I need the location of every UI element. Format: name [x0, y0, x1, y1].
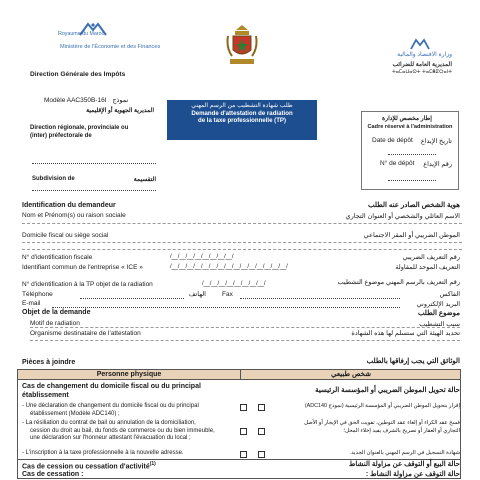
- subdivision-label-fr: Subdivision de: [32, 176, 75, 182]
- royal-emblem-icon: [226, 24, 258, 66]
- email-label-fr: E-mail: [22, 300, 41, 307]
- organisme-input[interactable]: [30, 340, 460, 341]
- tel-label-fr: Téléphone: [22, 291, 53, 298]
- item3-ar-checkbox[interactable]: [258, 451, 265, 458]
- domicile-label-fr: Domicile fiscal ou siège social: [22, 232, 109, 239]
- item2-ar-line1: فسخ عقد الكراء أو إلغاء عقد التوطين، تفويت الحق في الإيجار أو الأصل: [304, 420, 460, 426]
- if-input[interactable]: /__/__/__/__/__/__/__/__/: [170, 254, 234, 260]
- item1-fr: [22, 403, 230, 418]
- motif-label-ar: سبب التشطيب: [419, 321, 460, 328]
- royaume-label: Royaume du Maroc: [58, 31, 105, 37]
- domicile-input-line2[interactable]: [22, 249, 462, 250]
- item2-fr-line2: cession du droit au bail, du fonds de commerce ou du bien immeuble,: [30, 427, 215, 434]
- ministry-mark-ar-icon: [410, 38, 430, 50]
- ice-input[interactable]: /__/__/__/__/__/__/__/__/__/__/__/__/__/__/__/: [170, 264, 288, 270]
- ministry-name-ar: وزارة الاقتصاد والمالية: [397, 52, 452, 58]
- organisme-label-fr: Organisme destinataire de l'attestation: [30, 330, 141, 337]
- name-label-fr: Nom et Prénom(s) ou raison sociale: [22, 212, 126, 219]
- pieces-heading-fr: Pièces à joindre: [22, 359, 76, 366]
- case2-heading-fr: Cas de cession ou cessation d'activité$^{(1)}$: [22, 461, 156, 471]
- motif-label-fr: Motif de radiation: [30, 320, 80, 327]
- model-code: [44, 96, 128, 104]
- item1-fr-line2: établissement (Modèle ADC140) ;: [30, 410, 120, 417]
- tp-label-ar: رقم التعريف بالرسم المهني موضوع التشطيب: [337, 279, 460, 286]
- name-input[interactable]: [22, 223, 462, 224]
- form-title-ar: طلب شهادة التشطيب من الرسم المهني: [191, 102, 293, 109]
- direction-fr-line2: (inter) préfectorale de: [30, 133, 92, 139]
- objet-heading-ar: موضوع الطلب: [417, 310, 460, 317]
- col-personne-physique-ar: شخص طبيعي: [240, 370, 461, 379]
- case2-heading-ar: حالة البيع أو التوقف عن مزاولة النشاط: [348, 461, 460, 468]
- domicile-input[interactable]: [22, 242, 462, 243]
- subdivision-label-ar: التقسيمة: [133, 177, 156, 183]
- direction-input[interactable]: [32, 163, 156, 164]
- col-personne-physique: Personne physique: [96, 371, 162, 378]
- dgi-name-fr: Direction Générale des Impôts: [30, 71, 126, 78]
- item2-fr: [22, 420, 236, 443]
- ice-label-fr: Identifiant commun de l'entreprise « ICE »: [22, 264, 143, 271]
- fax-label-fr: Fax: [222, 291, 233, 298]
- model-code-ar: نموذج: [112, 97, 129, 104]
- admin-box: [361, 111, 459, 190]
- case1-heading-fr: [22, 382, 250, 400]
- if-label-fr: N° d'identification fiscale: [22, 254, 93, 261]
- tp-label-fr: N° d'identification à la TP objet de la radiation: [22, 281, 153, 288]
- form-title-fr-line2: de la taxe professionnelle (TP): [197, 117, 287, 125]
- deposit-number-label-ar: رقم الإيداع: [423, 161, 452, 168]
- case3-heading-fr: Cas de cessation :: [22, 471, 84, 478]
- admin-title-ar: إطار مخصص للإدارة: [382, 116, 432, 122]
- pieces-table-header: [17, 369, 461, 380]
- ice-label-ar: التعريف الموحد للمقاولة: [395, 264, 460, 271]
- item3-fr: - L'inscription à la taxe professionnelle à la nouvelle adresse.: [22, 450, 184, 456]
- item1-ar: إقرار بتحويل الموطن الضريبي أو المؤسسة الرئيسية (نموذج ADC140): [304, 403, 460, 409]
- item1-ar-checkbox[interactable]: [258, 404, 265, 411]
- ministry-name-fr: Ministère de l'Économie et des Finances: [60, 44, 161, 50]
- if-label-ar: رقم التعريف الضريبي: [402, 254, 460, 261]
- admin-title-fr: Cadre réservé à l'administration: [367, 124, 453, 130]
- item2-fr-line1: - La résiliation du contrat de bail ou annulation de la domiciliation,: [22, 420, 196, 426]
- deposit-date-input[interactable]: [388, 154, 436, 155]
- subdivision-input[interactable]: [32, 190, 156, 191]
- email-label-ar: البريد الإلكتروني: [416, 301, 460, 308]
- deposit-number-input[interactable]: [388, 180, 436, 181]
- dgi-tifinagh: ⵜⴰⵎⴰⵡⴰⵙⵜ ⵜⴰⵎⴻⵇⵔⴰⵏⵜ: [391, 69, 452, 75]
- motif-input[interactable]: [30, 327, 460, 328]
- case2-note: (1): [149, 461, 156, 467]
- fax-input[interactable]: [240, 298, 400, 299]
- item1-fr-checkbox[interactable]: [240, 404, 247, 411]
- case1-heading-ar: حالة تحويل الموطن الضريبي أو المؤسسة الرئيسية: [315, 387, 460, 394]
- case1-heading-fr-line2: établissement: [22, 392, 69, 399]
- form-title: [167, 100, 317, 140]
- objet-heading-fr: Objet de la demande: [22, 309, 91, 316]
- dgi-name-ar: المديرية العامة للضرائب: [392, 62, 452, 68]
- name-label-ar: الاسم العائلي والشخصي أو العنوان التجاري: [345, 213, 460, 220]
- item3-ar: شهادة التسجيل في الرسم المهني بالعنوان الجديد.: [349, 450, 460, 456]
- ministry-logo-ar: [388, 38, 452, 78]
- item2-ar-line2: التجاري أو العقار أو تصريح بالشرف يفيد إخلاء المحل؛: [343, 427, 460, 434]
- item2-fr-checkbox[interactable]: [240, 428, 247, 435]
- domicile-label-ar: الموطن الضريبي أو المقر الاجتماعي: [363, 232, 460, 239]
- direction-fr: [30, 124, 170, 140]
- tp-input[interactable]: /__/__/__/__/__/__/__/__/: [202, 281, 266, 287]
- identification-heading-fr: Identification du demandeur: [22, 202, 116, 209]
- item2-ar-checkbox[interactable]: [258, 428, 265, 435]
- form-title-fr-line1: Demande d'attestation de radiation: [191, 109, 293, 117]
- direction-fr-line1: Direction régionale, provinciale ou: [30, 125, 129, 131]
- deposit-date-label-fr: Date de dépôt: [372, 137, 413, 144]
- item2-ar: [270, 420, 460, 435]
- case1-heading-fr-line1: Cas de changement du domicile fiscal ou du principal: [22, 383, 201, 390]
- tel-input[interactable]: [80, 298, 184, 299]
- deposit-number-label-fr: N° de dépôt: [380, 160, 415, 167]
- direction-ar: المديرية الجهوية أو الإقليمية: [86, 108, 154, 114]
- item2-fr-line3: une déclaration sur l'honneur attestant l'évacuation du local ;: [30, 435, 191, 442]
- model-code-fr: Modèle AAC350B-16I: [44, 97, 107, 104]
- email-input[interactable]: [52, 307, 400, 308]
- tel-label-ar: الهاتف: [188, 291, 206, 298]
- identification-heading-ar: هوية الشخص الصادر عنه الطلب: [367, 202, 460, 209]
- fax-label-ar: الفاكس: [439, 291, 460, 298]
- item1-fr-line1: - Une déclaration de changement du domicile fiscal ou du principal: [22, 403, 199, 409]
- organisme-label-ar: تحديد الهيئة التي ستسلم لها هذه الشهادة: [351, 330, 460, 337]
- item3-fr-checkbox[interactable]: [240, 451, 247, 458]
- deposit-date-label-ar: تاريخ الإيداع: [420, 138, 452, 145]
- case3-heading-ar: حالة التوقف عن مزاولة النشاط :: [365, 471, 460, 478]
- pieces-heading-ar: الوثائق التي يجب إرفاقها بالطلب: [366, 358, 460, 365]
